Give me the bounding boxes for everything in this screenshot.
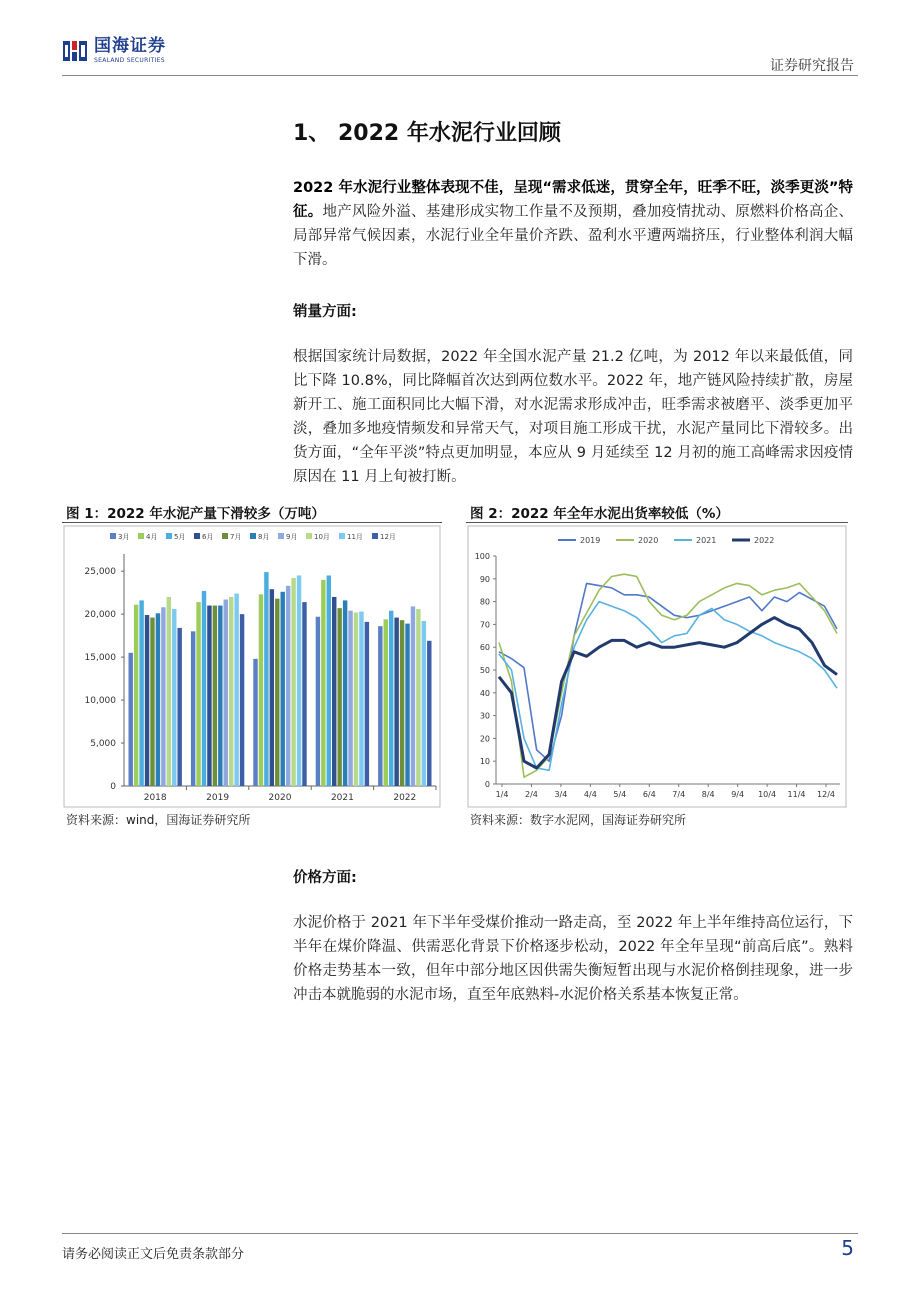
bar [354,612,358,786]
logo-english-name: SEALAND SECURITIES [94,57,165,64]
legend-label: 11月 [347,533,363,541]
bar [129,653,133,786]
header-divider [62,75,858,76]
x-tick-label: 8/4 [701,790,715,799]
bar [321,580,325,786]
x-tick-label: 2021 [330,793,354,803]
x-tick-label: 2018 [143,793,167,803]
legend-swatch [339,533,345,539]
x-tick-label: 2/4 [525,790,538,799]
chart2-frame [468,526,846,807]
intro-bold-statement: 2022 年水泥行业整体表现不佳，呈现“需求低迷，贯穿全年，旺季不旺，淡季更淡”特征。 [293,180,853,220]
bar [270,589,274,786]
x-tick-label: 2022 [393,793,417,803]
bar [389,611,393,786]
sealand-logo-icon [62,38,88,64]
figure2-chart [466,524,848,809]
legend-swatch [110,533,116,539]
x-tick-label: 6/4 [642,790,656,799]
bar [316,617,320,786]
shipment-rate-line-chart [466,524,848,809]
production-bar-chart [62,524,442,809]
x-tick-label: 11/4 [787,790,806,799]
x-tick-label: 7/4 [672,790,686,799]
bar [145,615,149,786]
footer-divider [62,1233,858,1234]
bar [134,605,138,786]
x-tick-label: 10/4 [758,790,777,799]
bar [400,620,404,786]
y-tick-label: 20 [479,734,490,744]
y-tick-label: 80 [479,597,490,607]
bar [416,609,420,786]
legend-label: 2020 [638,536,659,545]
x-tick-label: 2020 [268,793,292,803]
y-tick-label: 90 [479,574,490,584]
bar [196,602,200,786]
sales-paragraph: 根据国家统计局数据，2022 年全国水泥产量 21.2 亿吨，为 2012 年以来最低值，同比下降 10.8%，同比降幅首次达到两位数水平。2022 年，地产链风险持续扩散，房屋新开工、施工面积同比大幅下滑，对水泥需求形成冲击，旺季需求被磨平、淡季更加平淡，叠加多地疫情频发和异常天气，对项目施工形成干扰，水泥产量同比下滑较多。出货方面，“全年平淡”特点更加明显，本应从 9 月延续至 12 月初的施工高峰需求因疫情原因在 11 月上旬被打断。 [293,349,853,485]
bar [191,631,195,786]
bar [327,575,331,786]
logo-chinese-name: 国海证券 [94,36,166,56]
bar [384,619,388,786]
legend-label: 4月 [146,533,158,541]
section-title: 1、 2022 年水泥行业回顾 [293,121,561,146]
y-tick-label: 60 [479,643,490,653]
x-tick-label: 12/4 [817,790,835,799]
y-tick-label: 70 [479,620,490,630]
y-tick-label: 10,000 [84,696,116,707]
legend-swatch [222,533,228,539]
page-number: 5 [841,1236,854,1260]
bar [224,600,228,786]
legend-label: 7月 [230,533,242,541]
bar [150,618,154,786]
figure1-chart [62,524,442,809]
y-tick-label: 25,000 [84,567,116,578]
bar [139,600,143,786]
bar [365,622,369,786]
bar [332,597,336,786]
bar [337,608,341,786]
x-tick-label: 3/4 [554,790,568,799]
legend-label: 5月 [174,533,186,541]
x-tick-label: 1/4 [495,790,509,799]
bar [240,614,244,786]
bar [302,602,306,786]
figure1-caption: 图 1：2022 年水泥产量下滑较多（万吨） [66,506,325,522]
bar [234,594,238,786]
bar [343,600,347,786]
bar [291,578,295,786]
figure2-caption: 图 2：2022 年全年水泥出货率较低（%） [470,506,729,522]
bar [348,611,352,786]
y-tick-label: 50 [479,666,490,675]
legend-swatch [138,533,144,539]
bar [161,607,165,786]
y-tick-label: 10 [479,757,490,767]
company-logo [62,38,166,64]
legend-label: 9月 [286,533,298,541]
legend-label: 10月 [314,533,330,541]
bar [253,659,257,786]
legend-swatch [250,533,256,539]
report-type-label: 证券研究报告 [770,58,854,74]
bar [213,606,217,786]
intro-detail: 地产风险外溢、基建形成实物工作量不及预期，叠加疫情扰动、原燃料价格高企、局部异常气候因素，水泥行业全年量价齐跌、盈利水平遭两端挤压，行业整体利润大幅下滑。 [293,204,854,268]
x-tick-label: 4/4 [583,790,597,799]
bar [264,572,268,786]
legend-label: 6月 [202,533,214,541]
bar [405,624,409,786]
bar [177,628,181,786]
legend-swatch [194,533,200,539]
legend-label: 8月 [258,533,270,541]
bar [172,609,176,786]
bar [281,592,285,786]
legend-swatch [372,533,378,539]
bar [156,613,160,786]
y-tick-label: 100 [474,552,490,561]
y-tick-label: 15,000 [84,653,116,664]
y-tick-label: 20,000 [84,610,116,621]
bar [207,606,211,786]
bar [359,612,363,786]
bar [202,591,206,786]
intro-paragraph [293,176,853,272]
y-tick-label: 0 [484,780,490,789]
legend-swatch [166,533,172,539]
figure1-rule [62,522,442,523]
sales-heading: 销量方面: [293,304,357,320]
bar [411,606,415,786]
x-tick-label: 5/4 [613,790,627,799]
x-tick-label: 9/4 [731,790,745,799]
y-tick-label: 0 [110,782,116,792]
legend-label: 12月 [380,533,396,541]
y-tick-label: 40 [479,688,490,698]
legend-label: 3月 [118,533,130,541]
bar [259,594,263,786]
footer-disclaimer: 请务必阅读正文后免责条款部分 [62,1247,245,1262]
y-tick-label: 5,000 [90,739,116,750]
bar [378,626,382,786]
bar [286,586,290,786]
bar [275,599,279,786]
bar [394,618,398,786]
figure2-rule [466,522,848,523]
bar [167,597,171,786]
legend-swatch [278,533,284,539]
x-tick-label: 2019 [206,793,230,803]
figure1-source: 资料来源：wind，国海证券研究所 [66,813,251,827]
legend-label: 2021 [696,536,717,545]
y-tick-label: 30 [479,711,490,721]
bar [427,641,431,786]
price-paragraph: 水泥价格于 2021 年下半年受煤价推动一路走高，至 2022 年上半年维持高位运行，下半年在煤价降温、供需恶化背景下价格逐步松动，2022 年全年呈现“前高后底”。熟料价格走势基本一致，但年中部分地区因供需失衡短暂出现与水泥价格倒挂现象，进一步冲击本就脆弱的水泥市场，直至年底熟料-水泥价格关系基本恢复正常。 [293,915,853,1003]
bar [422,621,426,786]
bar [297,575,301,786]
legend-label: 2022 [754,536,775,545]
bar [229,597,233,786]
figure2-source: 资料来源：数字水泥网，国海证券研究所 [470,813,687,827]
price-heading: 价格方面: [293,870,357,886]
bar [218,606,222,786]
legend-swatch [306,533,312,539]
legend-label: 2019 [580,536,601,545]
